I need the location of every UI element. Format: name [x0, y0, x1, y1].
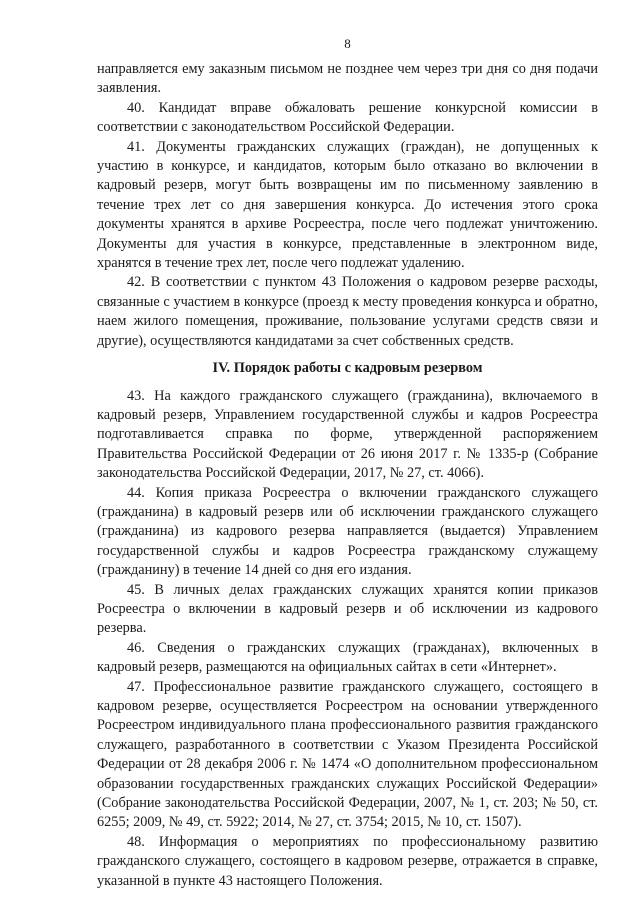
paragraph-40: 40. Кандидат вправе обжаловать решение конкурсной комиссии в соответствии с законодательством Российской Федерации.	[97, 99, 598, 136]
paragraph-47: 47. Профессиональное развитие гражданского служащего, состоящего в кадровом резерве, осуществляется Росреестром на основании утвержденного Росреестром индивидуального плана профессионального развития гражданского служащего, разработанного в соответствии с Указом Президента Российской Федерации от 28 декабря 2006 г. № 1474 «О дополнительном профессиональном образовании государственных гражданских служащих Российской Федерации» (Собрание законодательства Российской Федерации, 2007, № 1, ст. 203; № 50, ст. 6255; 2009, № 49, ст. 5922; 2014, № 27, ст. 3754; 2015, № 10, ст. 1507).	[97, 678, 598, 831]
paragraph-46: 46. Сведения о гражданских служащих (гражданах), включенных в кадровый резерв, размещаются на официальных сайтах в сети «Интернет».	[97, 639, 598, 676]
paragraph-48: 48. Информация о мероприятиях по профессиональному развитию гражданского служащего, состоящего в кадровом резерве, отражается в справке, указанной в пункте 43 настоящего Положения.	[97, 833, 598, 889]
document-body	[97, 60, 598, 891]
page-number: 8	[344, 36, 351, 51]
paragraph-44: 44. Копия приказа Росреестра о включении гражданского служащего (гражданина) в кадровый резерв или об исключении гражданского служащего (гражданина) из кадрового резерва направляется (выдается) Управлением государственной службы и кадров Росреестра гражданскому служащему (гражданину) в течение 14 дней со дня его издания.	[97, 484, 598, 579]
section-heading: IV. Порядок работы с кадровым резервом	[212, 360, 483, 377]
paragraph-42: 42. В соответствии с пунктом 43 Положения о кадровом резерве расходы, связанные с участием в конкурсе (проезд к месту проведения конкурса и обратно, наем жилого помещения, проживание, пользование услугами средств связи и другие), осуществляются кандидатами за счет собственных средств.	[97, 274, 598, 349]
paragraph-continuation: направляется ему заказным письмом не позднее чем через три дня со дня подачи заявления.	[97, 61, 598, 97]
paragraph-41: 41. Документы гражданских служащих (граждан), не допущенных к участию в конкурсе, и кандидатов, которым было отказано во включении в кадровый резерв, могут быть возвращены им по письменному заявлению в течение трех лет со дня завершения конкурса. До истечения этого срока документы хранятся в архиве Росреестра, после чего подлежат уничтожению. Документы для участия в конкурсе, представленные в электронном виде, хранятся в течение трех лет, после чего подлежат удалению.	[97, 138, 598, 272]
paragraph-45: 45. В личных делах гражданских служащих хранятся копии приказов Росреестра о включении в кадровый резерв и об исключении из кадрового резерва.	[97, 581, 598, 637]
paragraph-43: 43. На каждого гражданского служащего (гражданина), включаемого в кадровый резерв, Управлением государственной службы и кадров Росреестра подготавливается справка по форме, утвержденной распоряжением Правительства Российской Федерации от 26 июня 2017 г. № 1335-р (Собрание законодательства Российской Федерации, 2017, № 27, ст. 4066).	[97, 387, 598, 482]
